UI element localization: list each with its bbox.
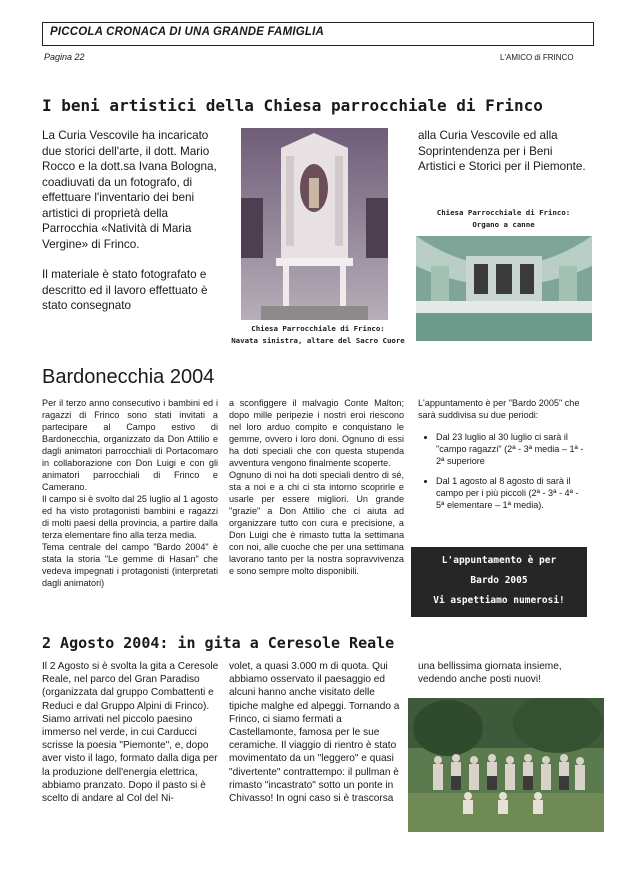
altar-photo [241, 128, 388, 320]
group-photo [408, 698, 604, 832]
article2-col1 [42, 397, 218, 589]
notice-line2: Bardo 2005 [470, 575, 528, 586]
notice-line3: Vi aspettiamo numerosi! [433, 595, 565, 606]
article1-col1 [42, 128, 222, 314]
notice-line1: L'appuntamento è per [441, 555, 557, 566]
article3-col1: Il 2 Agosto si è svolta la gita a Ceresole Reale, nel parco del Gran Paradiso (organizzata dal gruppo Combattenti e Reduci e dal Gruppo Alpini di Frinco). Siamo arrivati nel piccolo paesino immerso nel verde, in cui Carducci scrisse la poesia "Piemonte", e, dopo aver visto il lago, formato dalla diga per la produzione dell'energia elettrica, abbiamo pranzato. Dopo il pasto si è scelto di andare al Col del Ni- [42, 661, 219, 805]
organ-caption-line1: Chiesa Parrocchiale di Frinco: [436, 208, 571, 217]
notice-box [411, 547, 587, 617]
article2-col2 [229, 397, 404, 577]
article1-p2: Il materiale è stato fotografato e descritto ed il lavoro effettuato è stato consegnato [42, 268, 208, 312]
article2-col3-intro: L'appuntamento è per "Bardo 2005" che sarà suddivisa su due periodi: [418, 398, 580, 420]
header-title: PICCOLA CRONACA DI UNA GRANDE FAMIGLIA [50, 26, 325, 38]
altar-caption-line2: Navata sinistra, altare del Sacro Cuore [231, 336, 405, 345]
altar-caption-line1: Chiesa Parrocchiale di Frinco: [251, 324, 385, 333]
article3-col3: una bellissima giornata insieme, vedendo anche posti nuovi! [418, 661, 562, 686]
article2-col1-p3: Tema centrale del campo "Bardo 2004" è stata la storia "Le gemme di Hasan" che vedeva impegnati i protagonisti (interpretati dagli animatori) [42, 542, 218, 588]
article2-col1-p1: Per il terzo anno consecutivo i bambini ed i ragazzi di Frinco sono stati invitati a partecipare al Campo estivo di Bardonecchia, organizzato da Don Attilio e dagli animatori parrocchiali di Portacomaro in collaborazione con Don Luigi e con gli animatori parrocchiali di Frinco e Camerano. [42, 398, 218, 492]
article2-col1-p2: Il campo si è svolto dal 25 luglio al 1 agosto ed ha visto protagonisti bambini e ragazzi di molti paesi della provincia, a partire dalla terza elementare fino alla terza media. [42, 494, 218, 540]
altar-illustration [241, 128, 388, 320]
list-item: • Dal 23 luglio al 30 luglio ci sarà il "campo ragazzi" (2ª - 3ª media – 1ª - 2ª superiore [436, 431, 586, 467]
article2-col2-p2: Ognuno di noi ha doti speciali dentro di sé, sta a noi e a chi ci sta intorno scoprirle e usarle per essere migliori. Un grande "grazie" a Don Attilio che ci aiuta ad organizzare tutto con cura e precisione, a Don Luigi che è rimasto tutta la settimana con noi, alle cuoche che per una settimana lavorano tanto per la nostra sopravvivenza e sono sempre molto disponibili. [229, 470, 404, 576]
group-illustration [408, 698, 604, 832]
article2-col2-p1: a sconfiggere il malvagio Conte Malton; dopo mille peripezie i nostri eroi riescono nel loro arduo compito e conquistano le gemme, ovvero i loro doni. Ognuno di essi ha doti speciali che con questa stupenda avventura vengono finalmente scoperte. [229, 398, 404, 468]
article3-title: 2 Agosto 2004: in gita a Ceresole Reale [42, 634, 395, 652]
article1-p1: La Curia Vescovile ha incaricato due storici dell'arte, il dott. Mario Rocco e la dott.sa Ivana Bologna, coadiuvati da un fotografo, di effettuare l'inventario dei beni artistici di proprietà della Parrocchia «Natività di Maria Vergine» di Frinco. [42, 129, 217, 251]
organ-caption [416, 207, 591, 231]
article1-title: I beni artistici della Chiesa parrocchiale di Frinco [42, 96, 543, 115]
organ-caption-line2: Organo a canne [472, 220, 535, 229]
organ-photo [416, 236, 592, 341]
bardo-periods-list [418, 431, 586, 511]
article2-col3 [418, 397, 586, 519]
organ-illustration [416, 236, 592, 341]
page-number: Pagina 22 [44, 52, 85, 62]
article1-col3: alla Curia Vescovile ed alla Soprintendenza per i Beni Artistici e Storici per il Piemonte. [418, 129, 586, 173]
magazine-name: L'AMICO di FRINCO [500, 53, 574, 62]
altar-caption [228, 323, 408, 347]
article2-title: Bardonecchia 2004 [42, 366, 215, 388]
article3-col2: volet, a quasi 3.000 m di quota. Qui abbiamo osservato il paesaggio ed alcuni hanno anche visitato delle tipiche malghe ed alpeggi. Tornando a Frinco, ci siamo fermati a Castellamonte, famosa per le sue ceramiche. Il viaggio di rientro è stato movimentato da un "leggero" e quasi "divertente" contrattempo: il pullman è rimasto "incastrato" sotto un ponte in Chivasso! In ogni caso si è trascorsa [229, 661, 400, 805]
list-item: • Dal 1 agosto al 8 agosto di sarà il campo per i più piccoli (2ª - 3ª - 4ª - 5ª elementare – 1ª media). [436, 475, 586, 511]
